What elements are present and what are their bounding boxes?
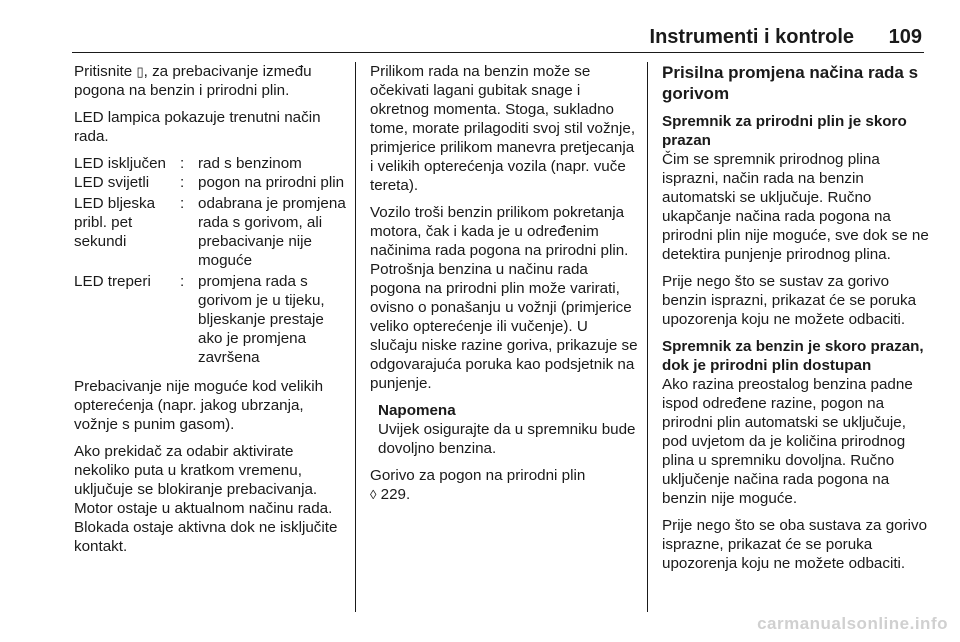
subheading: Spremnik za prirodni plin je skoro prazan [662, 113, 907, 149]
paragraph: Prilikom rada na benzin može se očekivati lagani gubitak snage i okretnog momenta. Stoga, sukladno tome, morate prilagoditi svoj stil vožnje, primjerice prilikom manevra pretjecanja i velikih opterećenja vozila (napr. vuče tereta). [370, 63, 636, 194]
led-status-table [74, 154, 346, 367]
page-header [72, 22, 924, 53]
paragraph: LED lampica pokazuje trenutni način rada. [74, 109, 321, 145]
subheading: Spremnik za benzin je skoro prazan, dok je prirodni plin dostupan [662, 338, 924, 374]
table-row: LED isključen : rad s benzinom [74, 155, 302, 172]
page-number: 109 [888, 26, 922, 48]
watermark: carmanualsonline.info [757, 614, 948, 633]
paragraph: Gorivo za pogon na prirodni plin ◊ 229. [370, 467, 586, 503]
paragraph: Vozilo troši benzin prilikom pokretanja motora, čak i kada je u određenim načinima rada pogona na prirodni plin. Potrošnja benzina u načinu rada pogona na prirodni plin može varirati, ovisno o ponašanju u vožnji (primjerice veliko opterećenje ili vučenje). U slučaju niske razine goriva, prikazuje se odgovarajuća poruka kao podsjetnik na punjenje. [370, 204, 638, 392]
column-divider [647, 62, 648, 612]
page-reference-link[interactable]: 229. [376, 486, 411, 503]
section-title: Instrumenti i kontrole [649, 26, 854, 48]
paragraph: Prije nego što se sustav za gorivo benzin isprazni, prikazat će se poruka upozorenja koju ne možete odbaciti. [662, 273, 917, 328]
page-reference-icon: ◊ [370, 487, 377, 502]
note-title: Napomena [378, 402, 456, 419]
column-right [662, 62, 932, 581]
paragraph: Ako prekidač za odabir aktivirate nekoliko puta u kratkom vremenu, uključuje se blokiranje prebacivanja. Motor ostaje u aktualnom načinu rada. Blokada ostaje aktivna dok ne isključite kontakt. [74, 443, 338, 555]
column-divider [355, 62, 356, 612]
note-text: Uvijek osigurajte da u spremniku bude dovoljno benzina. [378, 421, 636, 457]
paragraph: Ako razina preostalog benzina padne ispod određene razine, pogon na prirodni plin automatski se uključuje, pod uvjetom da je količina prirodnog plina u spremniku dovoljna. Ručno uključenje načina rada pogona na benzin nije moguće. [662, 376, 913, 507]
section-heading: Prisilna promjena načina rada s gorivom [662, 63, 919, 103]
table-row: LED bljeska pribl. pet sekundi : odabrana je promjena rada s gorivom, ali prebacivanje nije moguće [74, 195, 346, 269]
paragraph: Prije nego što se oba sustava za gorivo isprazne, prikazat će se poruka upozorenja koju ne možete odbaciti. [662, 517, 928, 572]
paragraph: Pritisnite ▯, za prebacivanje između pogona na benzin i prirodni plin. [74, 63, 312, 99]
column-left [74, 62, 346, 564]
note-box [378, 401, 638, 458]
table-row: LED svijetli : pogon na prirodni plin [74, 174, 345, 191]
paragraph: Prebacivanje nije moguće kod velikih opterećenja (napr. jakog ubrzanja, vožnje s punim gasom). [74, 378, 324, 433]
fuel-switch-icon: ▯ [136, 64, 144, 79]
table-row: LED treperi : promjena rada s gorivom je u tijeku, bljeskanje prestaje ako je promjena završena [74, 273, 325, 366]
column-middle [370, 62, 638, 512]
paragraph: Čim se spremnik prirodnog plina isprazni, način rada na benzin automatski se uključuje. Ručno ukapčanje načina rada pogona na prirodni plin nije moguće, sve dok se ne detektira punjenje prirodnog plina. [662, 151, 929, 263]
